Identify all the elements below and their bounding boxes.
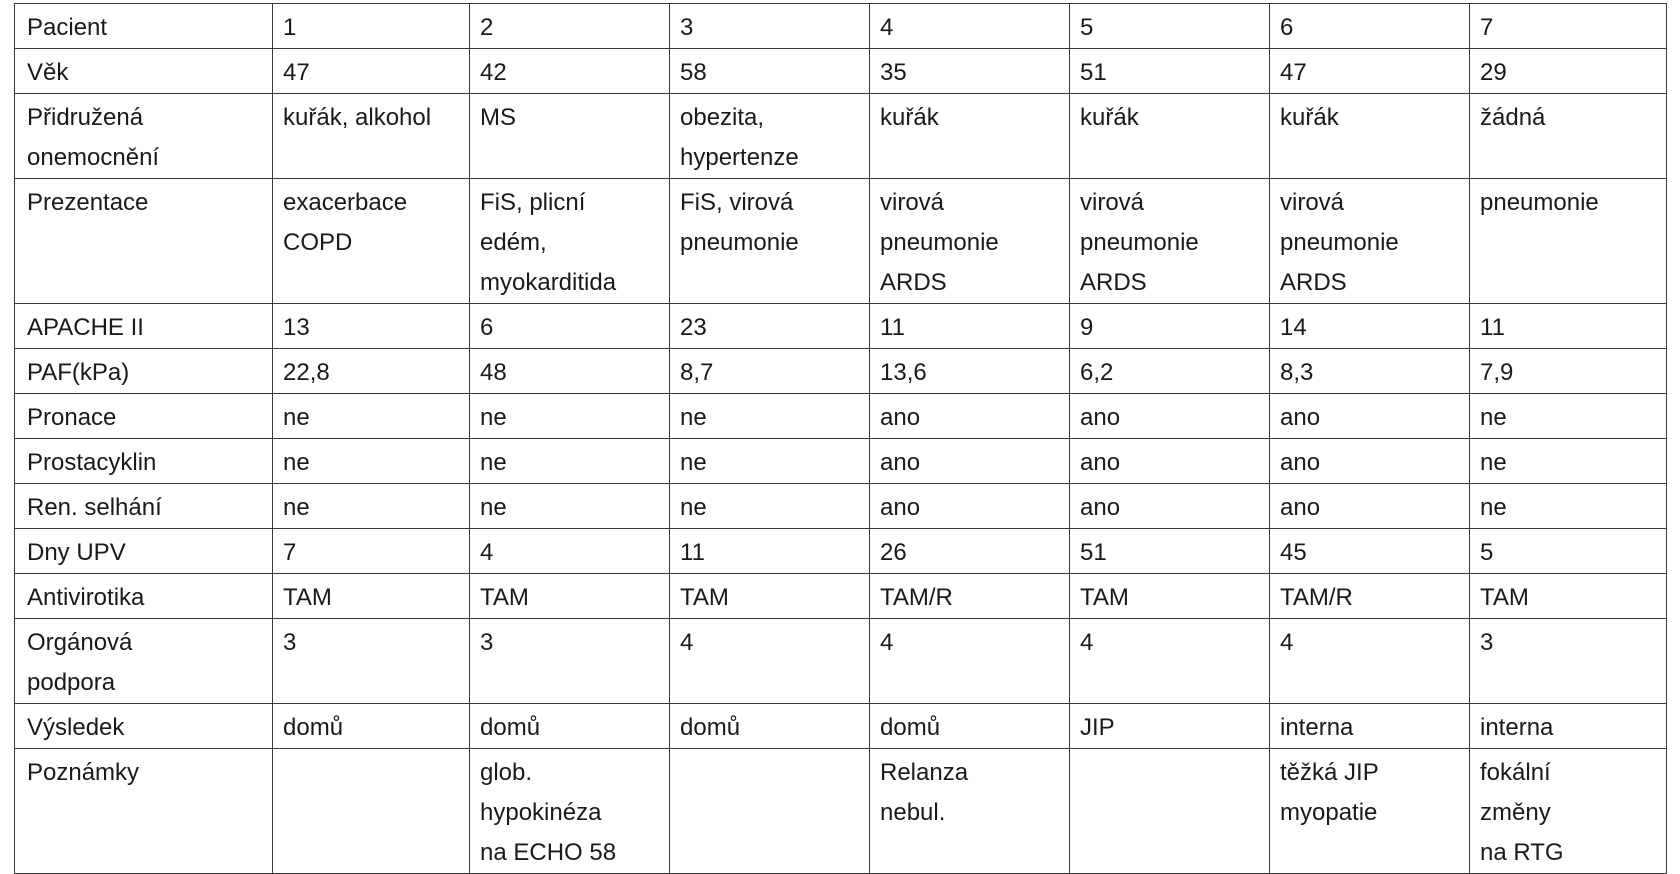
row-label: Výsledek [15,704,273,749]
table-cell: ano [1270,439,1470,484]
table-cell: 26 [870,529,1070,574]
table-cell: virová pneumonie ARDS [870,179,1070,304]
table-cell: pneumonie [1470,179,1667,304]
table-cell: kuřák [870,94,1070,179]
table-cell: kuřák [1070,94,1270,179]
table-cell: kuřák, alkohol [273,94,470,179]
table-cell: interna [1470,704,1667,749]
table-cell: exacerbace COPD [273,179,470,304]
table-cell: ne [273,439,470,484]
table-cell: ne [1470,484,1667,529]
table-cell: 4 [470,529,670,574]
table-row [15,179,1667,304]
table-cell: 3 [670,4,870,49]
row-label: Prostacyklin [15,439,273,484]
table-cell: FiS, plicní edém, myokarditida [470,179,670,304]
table-cell: 47 [1270,49,1470,94]
row-label: APACHE II [15,304,273,349]
table-cell [670,749,870,874]
table-cell: virová pneumonie ARDS [1070,179,1270,304]
table-cell: 29 [1470,49,1667,94]
table-cell: ne [273,484,470,529]
table-cell: 4 [1270,619,1470,704]
table-cell: TAM/R [870,574,1070,619]
table-cell: 6 [1270,4,1470,49]
table-cell: 47 [273,49,470,94]
table-cell: domů [670,704,870,749]
table-row [15,304,1667,349]
table-row [15,619,1667,704]
table-cell: ne [273,394,470,439]
table-row [15,484,1667,529]
table-cell: kuřák [1270,94,1470,179]
table-cell: interna [1270,704,1470,749]
table-cell: 13 [273,304,470,349]
table-row [15,704,1667,749]
table-cell: 8,3 [1270,349,1470,394]
table-row [15,749,1667,874]
table-cell: 11 [1470,304,1667,349]
table-cell: 51 [1070,529,1270,574]
table-row [15,349,1667,394]
table-row [15,4,1667,49]
table-row [15,529,1667,574]
table-cell: 9 [1070,304,1270,349]
table-cell: ne [670,394,870,439]
table-cell: 58 [670,49,870,94]
table-cell: 13,6 [870,349,1070,394]
row-label: Pacient [15,4,273,49]
patient-table-container [14,3,1667,874]
table-cell: 2 [470,4,670,49]
table-cell: 45 [1270,529,1470,574]
table-cell: 3 [1470,619,1667,704]
table-row [15,394,1667,439]
table-cell: 42 [470,49,670,94]
table-cell: ne [1470,394,1667,439]
patient-table [14,3,1667,874]
table-body [15,4,1667,874]
table-row [15,94,1667,179]
table-cell: 4 [670,619,870,704]
table-cell: domů [470,704,670,749]
table-cell: 22,8 [273,349,470,394]
table-cell: 51 [1070,49,1270,94]
table-cell: 48 [470,349,670,394]
table-cell: domů [870,704,1070,749]
table-row [15,439,1667,484]
table-cell: MS [470,94,670,179]
table-cell: 8,7 [670,349,870,394]
table-cell: 3 [470,619,670,704]
table-row [15,574,1667,619]
table-cell: ano [1270,394,1470,439]
table-cell: virová pneumonie ARDS [1270,179,1470,304]
table-cell: Relanza nebul. [870,749,1070,874]
table-cell [273,749,470,874]
table-cell: ne [470,439,670,484]
table-cell: 14 [1270,304,1470,349]
row-label: Přidružená onemocnění [15,94,273,179]
table-cell: ano [870,439,1070,484]
row-label: Ren. selhání [15,484,273,529]
row-label: Dny UPV [15,529,273,574]
table-cell: 11 [670,529,870,574]
table-cell: JIP [1070,704,1270,749]
row-label: Věk [15,49,273,94]
table-cell: těžká JIP myopatie [1270,749,1470,874]
table-cell: TAM [1470,574,1667,619]
table-cell: 4 [1070,619,1270,704]
table-cell: 1 [273,4,470,49]
table-cell: ano [870,394,1070,439]
table-cell: 3 [273,619,470,704]
table-cell: 7 [273,529,470,574]
table-cell: 4 [870,619,1070,704]
table-cell: TAM [470,574,670,619]
table-cell: 23 [670,304,870,349]
row-label: Antivirotika [15,574,273,619]
row-label: Pronace [15,394,273,439]
table-cell: ano [1270,484,1470,529]
table-cell: TAM/R [1270,574,1470,619]
table-cell: 6 [470,304,670,349]
table-cell: 35 [870,49,1070,94]
table-cell: TAM [273,574,470,619]
table-cell: 7,9 [1470,349,1667,394]
table-cell: ne [470,394,670,439]
table-cell: ne [1470,439,1667,484]
table-cell: TAM [1070,574,1270,619]
row-label: Prezentace [15,179,273,304]
table-cell: 5 [1070,4,1270,49]
table-cell: ano [1070,394,1270,439]
table-cell: 11 [870,304,1070,349]
table-cell: fokální změny na RTG [1470,749,1667,874]
row-label: Poznámky [15,749,273,874]
table-cell: FiS, virová pneumonie [670,179,870,304]
row-label: Orgánová podpora [15,619,273,704]
table-cell [1070,749,1270,874]
table-cell: ne [670,439,870,484]
table-cell: ne [670,484,870,529]
table-cell: ne [470,484,670,529]
row-label: PAF(kPa) [15,349,273,394]
table-cell: glob. hypokinéza na ECHO 58 [470,749,670,874]
table-cell: TAM [670,574,870,619]
table-cell: 7 [1470,4,1667,49]
table-cell: ano [870,484,1070,529]
table-cell: 6,2 [1070,349,1270,394]
table-cell: ano [1070,484,1270,529]
table-cell: ano [1070,439,1270,484]
table-cell: 5 [1470,529,1667,574]
table-row [15,49,1667,94]
table-cell: domů [273,704,470,749]
table-cell: žádná [1470,94,1667,179]
table-cell: obezita, hypertenze [670,94,870,179]
table-cell: 4 [870,4,1070,49]
